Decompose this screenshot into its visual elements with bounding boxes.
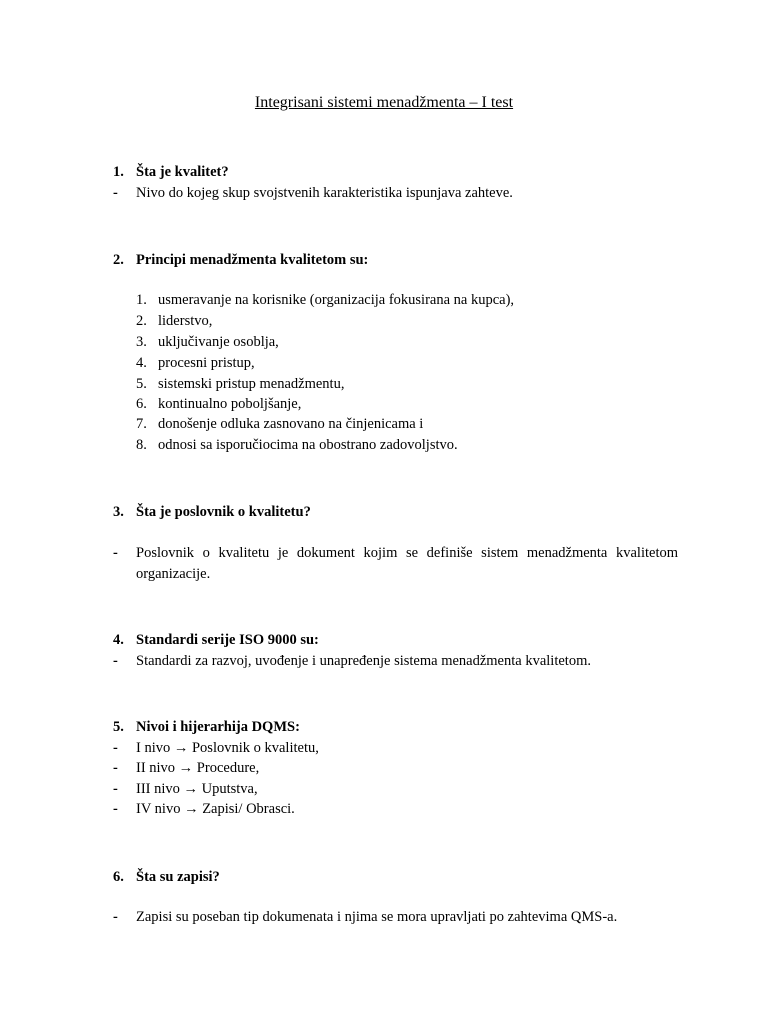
list-item-number: 3. [136,334,147,350]
list-item-number: 4. [136,355,147,371]
question-6: Šta su zapisi? [136,869,220,885]
list-item: sistemski pristup menadžmentu, [158,376,345,392]
list-item-number: 8. [136,437,147,453]
answer-5-line-1: I nivo → Poslovnik o kvalitetu, [136,740,319,756]
answer-6: Zapisi su poseban tip dokumenata i njima se mora upravljati po zahtevima QMS-a. [136,909,618,925]
bullet-dash: - [113,545,118,561]
bullet-dash: - [113,801,118,817]
list-item: odnosi sa isporučiocima na obostrano zadovoljstvo. [158,437,458,453]
bullet-dash: - [113,781,118,797]
question-number-4: 4. [113,632,124,648]
answer-5-line-2: II nivo → Procedure, [136,760,260,776]
bullet-dash: - [113,740,118,756]
bullet-dash: - [113,185,118,201]
list-item: kontinualno poboljšanje, [158,396,302,412]
document-title: Integrisani sistemi menadžmenta – I test [254,94,514,111]
bullet-dash: - [113,760,118,776]
list-item-number: 1. [136,292,147,308]
list-item: uključivanje osoblja, [158,334,279,350]
question-4: Standardi serije ISO 9000 su: [136,632,319,648]
list-item-number: 5. [136,376,147,392]
question-number-5: 5. [113,719,124,735]
bullet-dash: - [113,909,118,925]
answer-5-line-4: IV nivo → Zapisi/ Obrasci. [136,801,295,817]
question-number-2: 2. [113,252,124,268]
list-item-number: 2. [136,313,147,329]
question-3: Šta je poslovnik o kvalitetu? [136,504,311,520]
answer-3-line-1: Poslovnik o kvalitetu je dokument kojim se definiše sistem menadžmenta kvalitetom [136,545,678,561]
question-number-3: 3. [113,504,124,520]
question-number-1: 1. [113,164,124,180]
answer-4: Standardi za razvoj, uvođenje i unapređenje sistema menadžmenta kvalitetom. [136,653,591,669]
list-item: liderstvo, [158,313,213,329]
answer-1: Nivo do kojeg skup svojstvenih karakteristika ispunjava zahteve. [136,185,513,201]
answer-5-line-3: III nivo → Uputstva, [136,781,258,797]
list-item: donošenje odluka zasnovano na činjenicama i [158,416,424,432]
list-item: usmeravanje na korisnike (organizacija fokusirana na kupca), [158,292,515,308]
list-item-number: 7. [136,416,147,432]
list-item: procesni pristup, [158,355,255,371]
question-2: Principi menadžmenta kvalitetom su: [136,252,369,268]
answer-3-line-2: organizacije. [136,566,211,582]
bullet-dash: - [113,653,118,669]
question-5: Nivoi i hijerarhija DQMS: [136,719,300,735]
question-1: Šta je kvalitet? [136,164,229,180]
list-item-number: 6. [136,396,147,412]
question-number-6: 6. [113,869,124,885]
